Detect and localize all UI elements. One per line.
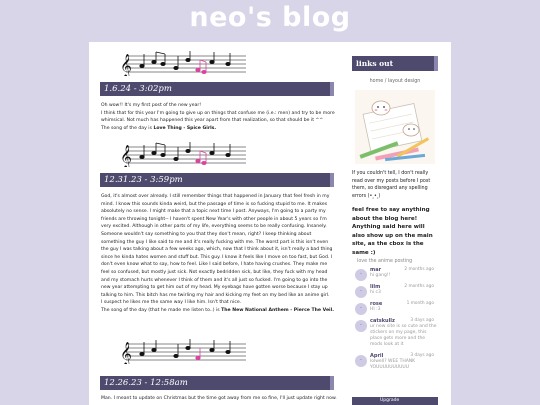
post-body [101, 102, 337, 132]
chat-message-name[interactable]: lilm [370, 284, 381, 290]
post-text-line: The song of the day is [101, 125, 152, 131]
home-link[interactable]: home [369, 79, 384, 84]
chat-message-name[interactable]: mar [370, 267, 382, 273]
post-text-line: I suspect he likes me the same way I like him. Isn't that nice. [101, 300, 242, 306]
chat-message-time: 3 days ago [410, 353, 434, 358]
chat-message-time: 2 months ago [404, 284, 434, 289]
sidebar-illustration [355, 90, 435, 164]
chat-message-time: 2 months ago [404, 267, 434, 272]
chat-message-name[interactable]: rose [370, 301, 383, 307]
chat-message [352, 318, 438, 348]
post-date-header: 12.26.23 - 12:58am [100, 376, 334, 390]
sidebar-header: links out [352, 56, 438, 71]
chat-message-text: hi gang!! [370, 273, 391, 278]
chat-box [352, 257, 438, 405]
avatar: · [355, 320, 367, 332]
music-staff-divider-icon [118, 141, 248, 167]
post-date-header: 1.6.24 - 3:02pm [100, 82, 334, 96]
post-song-line [101, 307, 337, 315]
song-of-the-day: The New National Anthem - Pierce The Veil. [221, 307, 334, 313]
layout-design-link[interactable]: layout design [387, 79, 421, 84]
chat-message-text: ur new site is so cute and the stickers on my page, this place gets more and the mods look at it [370, 324, 437, 347]
post-body [101, 395, 337, 403]
chat-message-name[interactable]: catskullz [370, 318, 395, 324]
chat-box-intro: love the anime posting [357, 259, 413, 264]
sticker-illustration-icon [355, 90, 435, 164]
post-text-line: The song of the day (that he made me listen to..) is [101, 307, 220, 313]
sidebar-note-bold: feel free to say anything about the blog here! Anything said here will also show up on the main site, as the cbox is the same :) [352, 207, 433, 256]
song-of-the-day: Love Thing - Spice Girls. [153, 125, 217, 131]
chat-box-bar[interactable] [352, 397, 438, 405]
chat-message-text: hi c3 [370, 290, 381, 295]
avatar: · [355, 269, 367, 281]
avatar: · [355, 355, 367, 367]
site-title: neo's blog [189, 2, 351, 33]
link-separator: / [384, 79, 387, 84]
post-song-line [101, 125, 337, 133]
post-text-line: God, it's almost over already. I still remember things that happened in January that feel fresh in my mind. I know this sounds kinda weird, but the passage of time is so fucking stupid to me. It makes absolutely no sense. I might make that a topic next time I post. Anyways, I'm going to a party my friends are throwing tonight-- I haven't spent New Year's with other people in about 5 years so I'm very excited. Although in other parts of my life, everything seems to be really confusing. Insanely. Someone wouldn't say something to you that they don't mean, right? I keep thinking about something the guy I like said to me and it's really fucking with me. The worst part is this isn't even the guy I was talking about a few weeks ago, which, now that I think about it, isn't really a bad thing since he kinda hates women and stuff but. This guy. I know it feels like I move on too fast, but God. I don't even know what to say, how to feel. Like I said before, I hate having crushes. They make me feel so confused, but mostly just sick. Not exactly bedridden sick, but like, they fuck with my head and my stomach hurts whenever I think of them and it's all just so fucked. I'm going to go into the new year attempting to get him out of my head. My eyebags have gotten worse because I stay up talking to him. This bitch has me twirling my hair and kicking my feet on my bed like an anime girl. [101, 194, 333, 298]
svg-text:𝄞: 𝄞 [120, 144, 132, 167]
chat-message-time: 1 month ago [406, 301, 434, 306]
chat-message [352, 284, 438, 296]
chat-message-text: lolwell? WEE THANK YOUUUUUUUUUU [370, 359, 416, 370]
sidebar-note: If you couldn't tell, I don't really read over my posts before I post them, so disregard any spelling errors (•‸•‸) [352, 171, 431, 199]
avatar: · [355, 303, 367, 315]
chat-message [352, 353, 438, 371]
post-body [101, 193, 337, 315]
sidebar-links [352, 79, 438, 84]
svg-text:𝄞: 𝄞 [120, 341, 132, 364]
upgrade-link[interactable]: Upgrade [380, 398, 400, 403]
chat-message [352, 301, 438, 313]
svg-text:𝄞: 𝄞 [120, 53, 132, 76]
chat-message-name[interactable]: April [370, 353, 384, 359]
post-text-line: Man. I meant to update on Christmas but the time got away from me so fine, I'll just update right now. [101, 396, 337, 401]
chat-message-text: HI :3 [370, 307, 381, 312]
avatar: · [355, 286, 367, 298]
chat-message-time: 3 days ago [410, 318, 434, 323]
post-date-header: 12.31.23 - 3:59pm [100, 173, 334, 187]
post-text-line: I think that for this year I'm going to give up on things that confuse me (i.e.: men) and try to be more whimsical. Not much has happened this year apart from that realization, so that should be it ^^ [101, 110, 335, 124]
music-staff-divider-icon [118, 338, 248, 364]
music-staff-divider-icon [118, 50, 248, 76]
post-text-line: Oh wow!! It's my first post of the new year! [101, 103, 202, 108]
chat-message [352, 267, 438, 279]
